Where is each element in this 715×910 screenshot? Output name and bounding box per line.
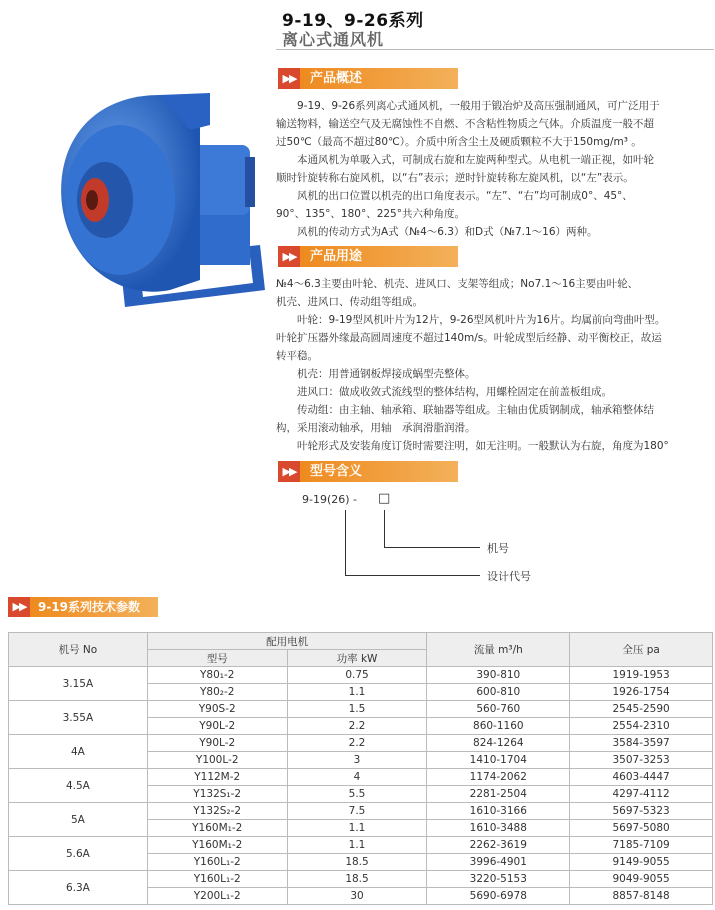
page-subtitle: 离心式通风机 [282,30,385,49]
cell-pressure: 7185-7109 [570,837,713,854]
cell-flow: 1610-3166 [427,803,570,820]
cell-power: 1.1 [287,837,427,854]
cell-machine-no: 5.6A [9,837,148,871]
cell-type: Y160M₁-2 [147,837,287,854]
cell-pressure: 4297-4112 [570,786,713,803]
header-power: 功率 kW [287,650,427,667]
cell-power: 1.5 [287,701,427,718]
cell-flow: 600-810 [427,684,570,701]
diagram-line [345,510,346,576]
cell-machine-no: 4.5A [9,769,148,803]
cell-machine-no: 3.55A [9,701,148,735]
table-row [9,837,713,854]
diagram-line [384,547,480,548]
cell-flow: 390-810 [427,667,570,684]
section-label: 型号含义 [300,461,458,482]
cell-pressure: 5697-5323 [570,803,713,820]
section-label: 产品概述 [300,68,458,89]
cell-power: 30 [287,888,427,905]
cell-type: Y160L₁-2 [147,854,287,871]
cell-machine-no: 3.15A [9,667,148,701]
cell-power: 7.5 [287,803,427,820]
table-row [9,871,713,888]
usage-text: №4～6.3主要由叶轮、机壳、进风口、支架等组成；No7.1～16主要由叶轮、 机壳、进风口、传动组等组成。 叶轮：9-19型风机叶片为12片，9-26型风机叶片为16片。均属前向弯曲叶型。 叶轮扩压器外缘最高圆周速度不超过140m/s。叶轮成型后经静、动平衡校正，故运 转平稳。 机壳：用普通钢板焊接成蜗型壳整体。 进风口：做成收敛式流线型的整体结构，用螺栓固定在前盖板组成。 传动组：由主轴、轴承箱、联轴器等组成。主轴由优质钢制成，轴承箱整体结 构，采用滚动轴承，用轴 承润滑脂润滑。 叶轮形式及安装角度订货时需要注明，如无注明。一般默认为右旋，角度为180° [276,278,669,452]
section-header-overview [278,68,458,89]
cell-pressure: 8857-8148 [570,888,713,905]
cell-flow: 1174-2062 [427,769,570,786]
cell-power: 1.1 [287,684,427,701]
diagram-line [345,575,480,576]
cell-power: 2.2 [287,735,427,752]
title-divider [276,49,714,50]
spec-table-body [9,667,713,905]
diagram-line [384,510,385,548]
fan-product-image [50,85,270,310]
section-header-usage [278,246,458,267]
cell-flow: 1610-3488 [427,820,570,837]
section-header-specs [8,597,158,617]
label-design-code: 设计代号 [487,570,531,583]
cell-power: 2.2 [287,718,427,735]
spec-table [8,632,713,905]
cell-machine-no: 6.3A [9,871,148,905]
cell-pressure: 4603-4447 [570,769,713,786]
cell-power: 1.1 [287,820,427,837]
cell-power: 18.5 [287,854,427,871]
cell-type: Y132S₂-2 [147,803,287,820]
cell-flow: 824-1264 [427,735,570,752]
section-label: 产品用途 [300,246,458,267]
double-arrow-icon: ▶▶ [278,68,300,89]
cell-pressure: 3507-3253 [570,752,713,769]
cell-flow: 1410-1704 [427,752,570,769]
cell-pressure: 2545-2590 [570,701,713,718]
cell-pressure: 1919-1953 [570,667,713,684]
cell-type: Y90L-2 [147,735,287,752]
page-title: 9-19、9-26系列 [282,11,424,31]
header-pressure: 全压 pa [570,633,713,667]
header-type: 型号 [147,650,287,667]
cell-power: 3 [287,752,427,769]
cell-power: 18.5 [287,871,427,888]
cell-flow: 3220-5153 [427,871,570,888]
cell-pressure: 2554-2310 [570,718,713,735]
cell-type: Y90L-2 [147,718,287,735]
cell-flow: 860-1160 [427,718,570,735]
label-machine-no: 机号 [487,542,509,555]
cell-flow: 5690-6978 [427,888,570,905]
cell-power: 0.75 [287,667,427,684]
cell-type: Y132S₁-2 [147,786,287,803]
cell-machine-no: 4A [9,735,148,769]
table-row [9,667,713,684]
table-row [9,769,713,786]
cell-type: Y100L-2 [147,752,287,769]
cell-type: Y90S-2 [147,701,287,718]
cell-pressure: 1926-1754 [570,684,713,701]
cell-flow: 560-760 [427,701,570,718]
double-arrow-icon: ▶▶ [278,461,300,482]
cell-machine-no: 5A [9,803,148,837]
cell-pressure: 3584-3597 [570,735,713,752]
cell-flow: 2262-3619 [427,837,570,854]
cell-power: 4 [287,769,427,786]
cell-type: Y112M-2 [147,769,287,786]
cell-type: Y160L₁-2 [147,871,287,888]
double-arrow-icon: ▶▶ [8,597,30,617]
cell-type: Y80₁-2 [147,667,287,684]
table-row [9,701,713,718]
double-arrow-icon: ▶▶ [278,246,300,267]
cell-pressure: 9149-9055 [570,854,713,871]
header-flow: 流量 m³/h [427,633,570,667]
cell-type: Y200L₁-2 [147,888,287,905]
cell-type: Y160M₁-2 [147,820,287,837]
table-row [9,735,713,752]
cell-pressure: 9049-9055 [570,871,713,888]
header-motor: 配用电机 [147,633,427,650]
section-label: 9-19系列技术参数 [30,597,158,617]
header-machine-no: 机号 No [9,633,148,667]
table-row [9,803,713,820]
cell-power: 5.5 [287,786,427,803]
model-box: □ [378,491,391,506]
cell-flow: 2281-2504 [427,786,570,803]
model-code: 9-19(26) - [302,493,358,506]
section-header-model [278,461,458,482]
overview-text: 9-19、9-26系列离心式通风机，一般用于锻冶炉及高压强制通风，可广泛用于 输送物料，输送空气及无腐蚀性不自燃、不含粘性物质之气体。介质温度一般不超 过50℃（最高不超过80℃）。介质中所含尘土及硬质颗粒不大于150mg/m³ 。 本通风机为单吸入式，可制成右旋和左旋两种型式。从电机一端正视，如叶轮 顺时针旋转称右旋风机，以“右”表示；逆时针旋转称左旋风机，以“左”表示。 风机的出口位置以机壳的出口角度表示。“左”、“右”均可制成0°、45°、 90°、135°、180°、225°共六种角度。 风机的传动方式为A式（№4～6.3）和D式（№7.1～16）两种。 [276,100,660,238]
cell-type: Y80₂-2 [147,684,287,701]
cell-pressure: 5697-5080 [570,820,713,837]
cell-flow: 3996-4901 [427,854,570,871]
